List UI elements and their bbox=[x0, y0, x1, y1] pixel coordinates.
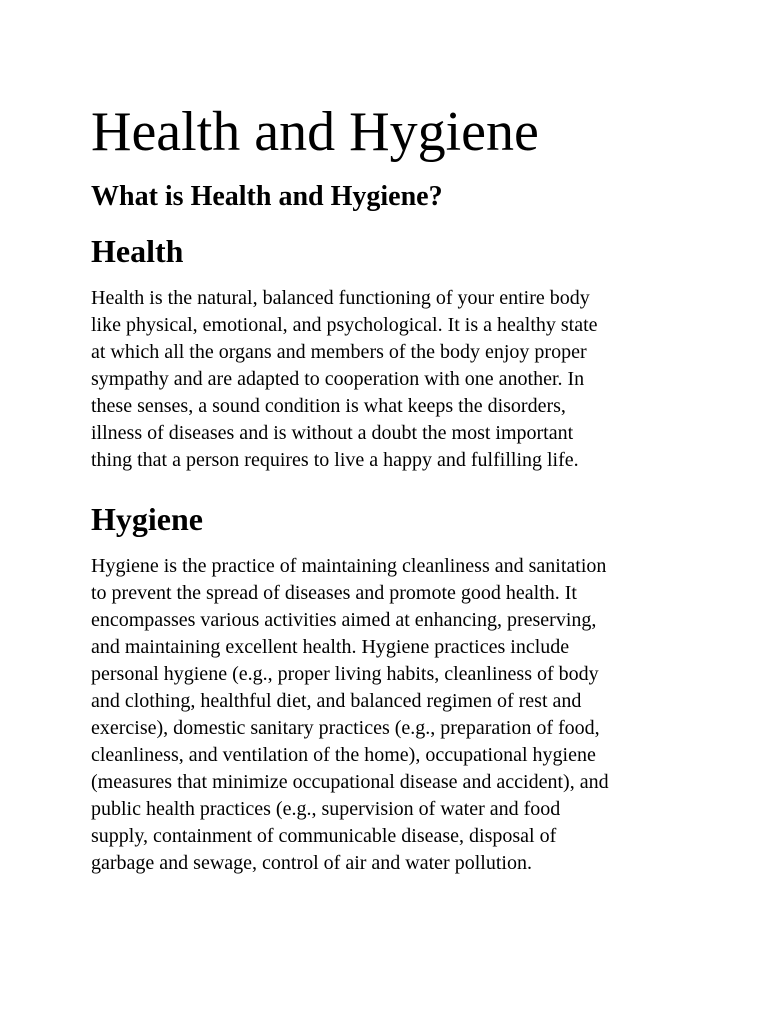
section-heading-health: Health bbox=[91, 233, 184, 269]
section-body-health: Health is the natural, balanced functioning of your entire body like physical, emotional, and psychological. It is a healthy state at which all the organs and members of the body enjoy proper sympathy and are adapted to cooperation with one another. In these senses, a sound condition is what keeps the disorders, illness of diseases and is without a doubt the most important thing that a person requires to live a happy and fulfilling life. bbox=[91, 287, 598, 471]
document-page bbox=[91, 98, 691, 877]
document-subtitle: What is Health and Hygiene? bbox=[91, 181, 443, 212]
section-health bbox=[91, 231, 691, 474]
section-heading-hygiene: Hygiene bbox=[91, 501, 203, 537]
section-hygiene bbox=[91, 499, 691, 877]
document-title: Health and Hygiene bbox=[91, 101, 539, 163]
section-body-hygiene: Hygiene is the practice of maintaining cleanliness and sanitation to prevent the spread of diseases and promote good health. It encompasses various activities aimed at enhancing, preserving, and maintaining excellent health. Hygiene practices include personal hygiene (e.g., proper living habits, cleanliness of body and clothing, healthful diet, and balanced regimen of rest and exercise), domestic sanitary practices (e.g., preparation of food, cleanliness, and ventilation of the home), occupational hygiene (measures that minimize occupational disease and accident), and public health practices (e.g., supervision of water and food supply, containment of communicable disease, disposal of garbage and sewage, control of air and water pollution. bbox=[91, 555, 609, 874]
